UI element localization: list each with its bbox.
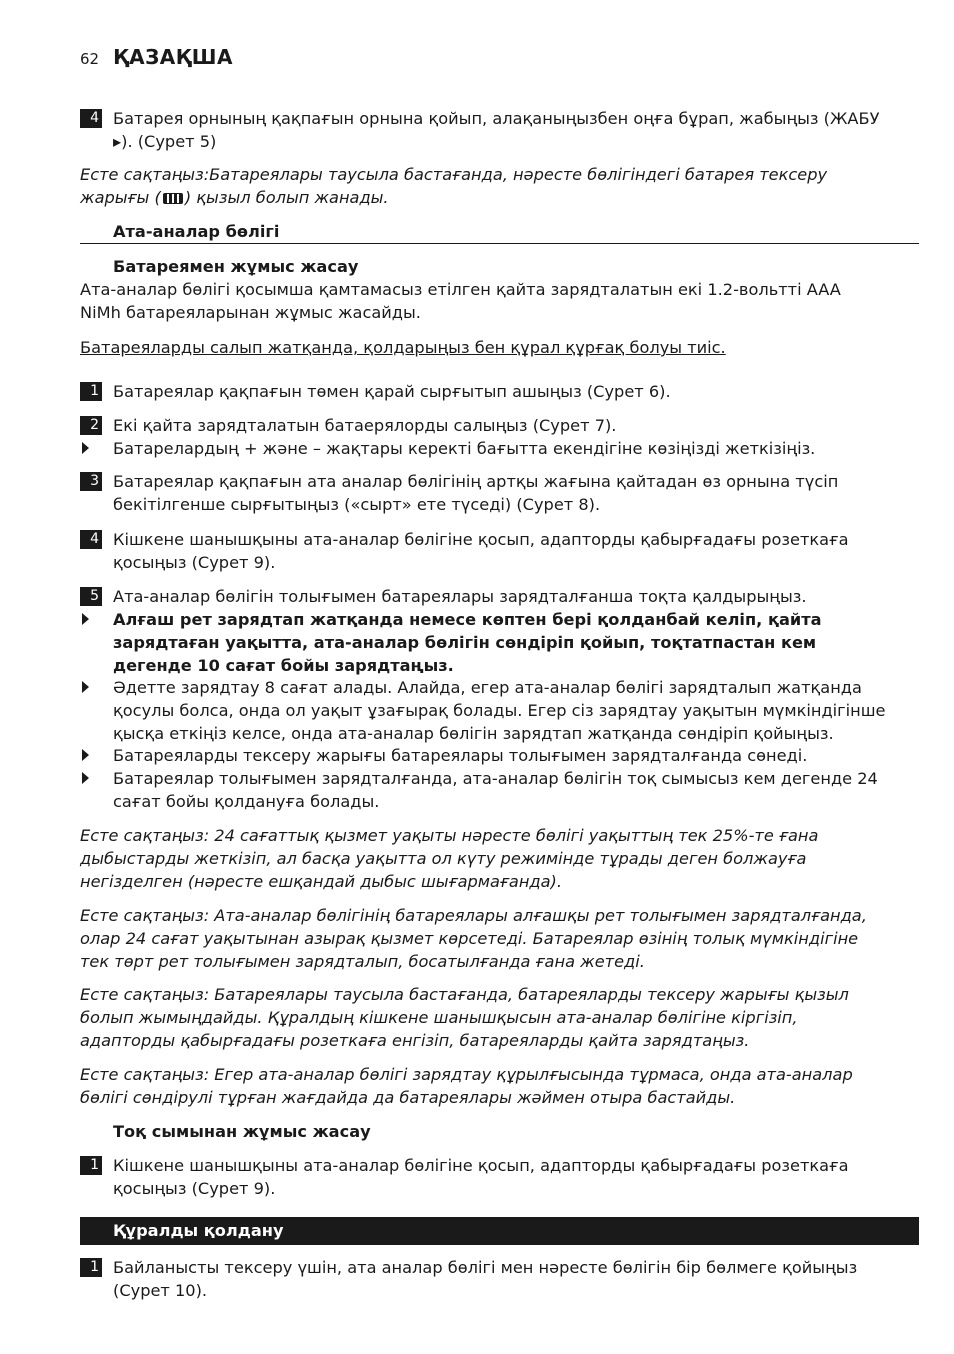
bullet-light-off bbox=[80, 744, 886, 767]
step-number: 1 bbox=[80, 1258, 102, 1277]
language-title: ҚАЗАҚША bbox=[113, 45, 233, 69]
step-number: 5 bbox=[80, 587, 102, 606]
step-number: 3 bbox=[80, 472, 102, 491]
page-number: 62 bbox=[80, 50, 100, 68]
step-close-battery-cover bbox=[80, 470, 886, 516]
triangle-bullet-icon bbox=[80, 744, 113, 767]
step-number: 1 bbox=[80, 382, 102, 401]
subheading-battery-operation: Батареямен жұмыс жасау bbox=[113, 257, 359, 276]
step-text: Кішкене шанышқыны ата-аналар бөлігіне қосып, адапторды қабырғадағы розеткаға қосыңыз (Сурет 9). bbox=[113, 530, 849, 572]
step-number: 1 bbox=[80, 1156, 102, 1175]
triangle-bullet-icon bbox=[80, 767, 113, 813]
triangle-bullet-icon bbox=[80, 676, 113, 745]
step-open-cover bbox=[80, 380, 886, 403]
step-mains-connect bbox=[80, 1154, 886, 1200]
bullet-polarity bbox=[80, 437, 886, 460]
note-discharge: Есте сақтаңыз: Егер ата-аналар бөлігі зарядтау құрылғысында тұрмаса, онда ата-аналар бөлігі сөндірулі тұрған жағдайда да батареялары жәймен отыра бастайды. bbox=[80, 1065, 853, 1107]
bullet-first-charge bbox=[80, 608, 886, 677]
step-close-cover bbox=[80, 107, 886, 153]
step-number: 2 bbox=[80, 416, 102, 435]
note-battery-low bbox=[80, 163, 886, 209]
section-bar-using-appliance: Құралды қолдану bbox=[80, 1217, 919, 1245]
step-insert-batteries bbox=[80, 414, 886, 437]
note-recharge: Есте сақтаңыз: Батареялары таусыла бастағанда, батареяларды тексеру жарығы қызыл болып жымыңдайды. Құралдың кішкене шанышқысын ата-аналар бөлігіне кіргізіп, адапторды қабырғадағы розеткаға енгізіп, батареяларды қайта зарядтаңыз. bbox=[80, 985, 849, 1050]
step-connect-adapter bbox=[80, 528, 886, 574]
battery-icon bbox=[163, 193, 183, 204]
step-text: Батарея орнының қақпағын орнына қойып, алақаныңызбен оңға бұрап, жабыңыз (ЖАБУ ▸). (Сурет 5) bbox=[113, 109, 880, 151]
page-header bbox=[80, 46, 886, 76]
step-text: Батареялар қақпағын ата аналар бөлігінің артқы жағына қайтадан өз орнына түсіп бекітілгенше сырғытыңыз («сырт» ете түседі) (Сурет 8). bbox=[113, 472, 839, 514]
bullet-24h-use bbox=[80, 767, 886, 813]
note-text-start: Есте сақтаңыз:Батареялары таусыла бастағанда, нәресте бөлігіндегі батарея тексеру жарығы ( bbox=[80, 165, 828, 207]
note-24h-operation: Есте сақтаңыз: 24 сағаттық қызмет уақыты нәресте бөлігі уақыттың тек 25%-те ғана дыбыстарды жеткізіп, ал басқа уақытта ол күту режимінде тұрады деген болжауға негізделген (нәресте ешқандай дыбыс шығармағанда). bbox=[80, 826, 819, 891]
triangle-bullet-icon bbox=[80, 437, 113, 460]
section-heading-parent-unit: Ата-аналар бөлігі bbox=[80, 220, 919, 244]
step-text: Ата-аналар бөлігін толығымен батареялары зарядталғанша тоқта қалдырыңыз. bbox=[113, 587, 807, 606]
step-text: Байланысты тексеру үшін, ата аналар бөлігі мен нәресте бөлігін бір бөлмеге қойыңыз (Сурет 10). bbox=[113, 1258, 858, 1300]
step-number: 4 bbox=[80, 530, 102, 549]
step-text: Батареялар қақпағын төмен қарай сырғытып ашыңыз (Сурет 6). bbox=[113, 382, 671, 401]
step-text: Кішкене шанышқыны ата-аналар бөлігіне қосып, адапторды қабырғадағы розеткаға қосыңыз (Сурет 9). bbox=[113, 1156, 849, 1198]
bullet-charge-time bbox=[80, 676, 886, 745]
bullet-text: Батареяларды тексеру жарығы батареялары толығымен зарядталғанда сөнеді. bbox=[113, 746, 808, 765]
triangle-bullet-icon bbox=[80, 608, 113, 677]
bullet-text: Әдетте зарядтау 8 сағат алады. Алайда, егер ата-аналар бөлігі зарядталып жатқанда қосулы болса, онда ол уақыт ұзағырақ болады. Егер сіз зарядтау уақытын мүмкіндігінше қысқа еткіңіз келсе, онда ата-аналар бөлігін зарядтап жатқанда сөндіріп қойыңыз. bbox=[113, 678, 886, 743]
warning-text: Батареяларды салып жатқанда, қолдарыңыз бен құрал құрғақ болуы тиіс. bbox=[80, 338, 726, 357]
battery-intro: Ата-аналар бөлігі қосымша қамтамасыз етілген қайта зарядталатын екі 1.2-вольтті AAA NiMh батареяларынан жұмыс жасайды. bbox=[80, 280, 841, 322]
note-text-end: ) қызыл болып жанады. bbox=[184, 188, 389, 207]
battery-warning bbox=[80, 336, 886, 359]
bullet-text: Батареялар толығымен зарядталғанда, ата-аналар бөлігін тоқ сымысыз кем дегенде 24 сағат бойы қолдануға болады. bbox=[113, 769, 878, 811]
bullet-text: Батарелардың + және – жақтары керекті бағытта екендігіне көзіңізді жеткізіңіз. bbox=[113, 439, 816, 458]
step-text: Екі қайта зарядталатын батаерялорды салыңыз (Сурет 7). bbox=[113, 416, 617, 435]
subheading-mains-operation: Тоқ сымынан жұмыс жасау bbox=[113, 1122, 371, 1141]
bullet-text: Алғаш рет зарядтап жатқанда немесе көптен бері қолданбай келіп, қайта зарядтаған уақытта, ата-аналар бөлігін сөндіріп қойып, тоқтатпастан кем дегенде 10 сағат бойы зарядтаңыз. bbox=[113, 610, 822, 675]
note-first-charge: Есте сақтаңыз: Ата-аналар бөлігінің батареялары алғашқы рет толығымен зарядталғанда, олар 24 сағат уақытынан азырақ қызмет көрсетеді. Батареялар өзінің толық мүмкіндігіне тек төрт рет толығымен зарядталып, босатылғанда ғана жетеді. bbox=[80, 906, 867, 971]
step-number: 4 bbox=[80, 109, 102, 128]
step-leave-charging bbox=[80, 585, 886, 608]
step-check-connection bbox=[80, 1256, 886, 1302]
